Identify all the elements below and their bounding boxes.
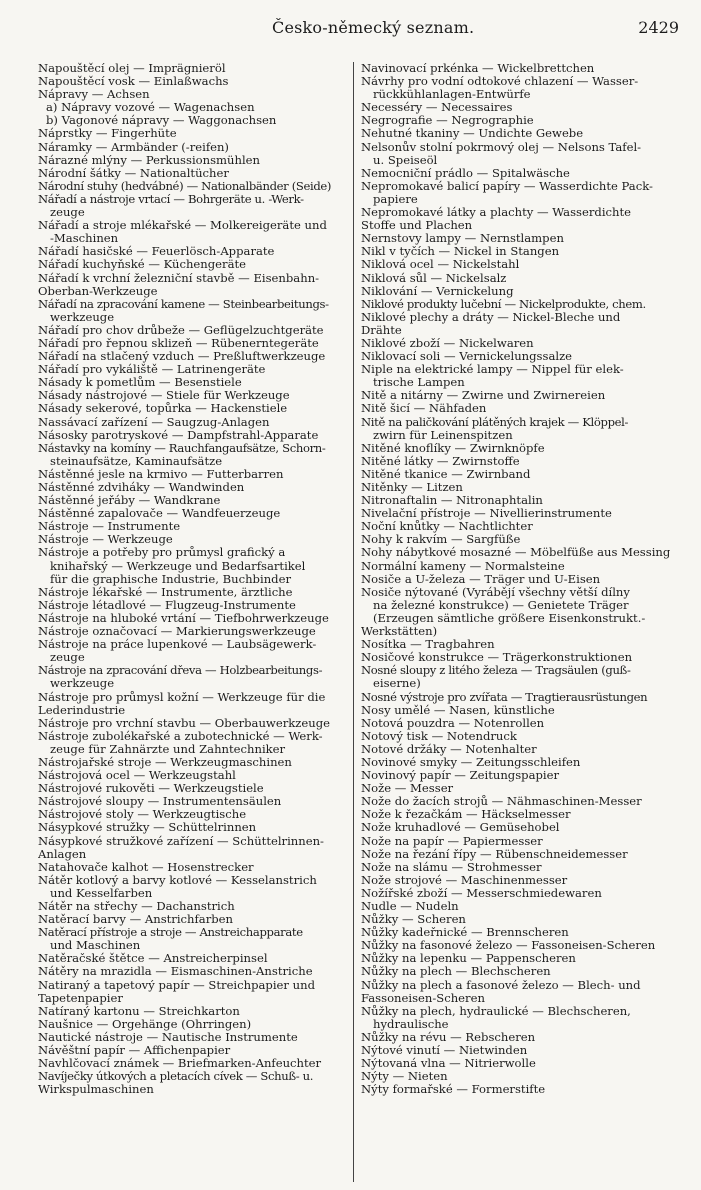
- index-line: Nitěné tkanice — Zwirnband: [361, 467, 531, 481]
- index-line: Nosné sloupy z litého železa — Tragsäulen (guß-: [361, 664, 631, 678]
- index-line: Nářadí na stlačený vzduch — Preßluftwerkzeuge: [38, 350, 326, 364]
- index-line: Nautické nástroje — Nautische Instrumente: [38, 1030, 298, 1044]
- page-title: Česko-německý seznam.: [272, 18, 475, 37]
- index-line: Nivelační přístroje — Nivellierinstrumente: [361, 507, 612, 521]
- index-line: Nůžky na fasonové železo — Fassoneisen-Scheren: [361, 939, 656, 953]
- index-line: hydraulische: [373, 1017, 449, 1031]
- index-line: Nástrojařské stroje — Werkzeugmaschinen: [38, 755, 292, 769]
- index-line: Nosítka — Tragbahren: [361, 638, 495, 652]
- index-line: Nárazné mlýny — Perkussionsmühlen: [38, 153, 261, 167]
- index-line: Návěštní papír — Affichenpapier: [38, 1044, 231, 1058]
- right-column: [361, 62, 671, 1096]
- index-line: Nástroje — Werkzeuge: [38, 533, 173, 547]
- index-line: Naušnice — Orgehänge (Ohrringen): [38, 1017, 252, 1031]
- index-line: Nože na papír — Papiermesser: [361, 834, 543, 848]
- index-line: Niklové zboží — Nickelwaren: [361, 336, 534, 350]
- index-line: Oberban-Werkzeuge: [38, 284, 158, 298]
- index-line: Napouštěcí vosk — Einlaßwachs: [38, 75, 229, 89]
- index-line: Nástroje pro průmysl kožní — Werkzeuge für die: [38, 690, 326, 704]
- index-line: Navhlčovací známek — Briefmarken-Anfeuchter: [38, 1057, 322, 1071]
- index-line: Werkstätten): [361, 625, 438, 639]
- index-line: Národní stuhy (hedvábné) — Nationalbänder (Seide): [38, 179, 332, 193]
- index-line: Wirkspulmaschinen: [38, 1083, 154, 1097]
- index-line: Nástroje a potřeby pro průmysl grafický a: [38, 546, 286, 560]
- page-number: 2429: [638, 18, 679, 37]
- index-line: Notový tisk — Notendruck: [361, 729, 517, 743]
- index-line: Nářadí na zpracování kamene — Steinbearbeitungs-: [38, 297, 329, 311]
- index-line: Nástroje na práce lupenkové — Laubsägewerk-: [38, 638, 317, 652]
- index-line: Nože na řezání řípy — Rübenschneidemesser: [361, 847, 628, 861]
- index-line: Nože k řezačkám — Häckselmesser: [361, 808, 571, 822]
- index-line: Nářadí a stroje mlékařské — Molkereigeräte und: [38, 219, 327, 233]
- index-line: Nelsonův stolní pokrmový olej — Nelsons Tafel-: [361, 140, 642, 154]
- index-line: Nitěnky — Litzen: [361, 481, 463, 494]
- index-line: Návrhy pro vodní odtokové chlazení — Wasser-: [361, 75, 639, 89]
- index-line: Fassoneisen-Scheren: [361, 991, 485, 1005]
- index-line: Niklová ocel — Nickelstahl: [361, 258, 520, 272]
- index-line: Nýtovaná vlna — Nitrierwolle: [361, 1057, 536, 1071]
- index-line: Navíječky útkových a pletacích cívek — Schuß- u.: [38, 1070, 314, 1084]
- index-line: -Maschinen: [50, 232, 119, 246]
- index-line: Nehutné tkaniny — Undichte Gewebe: [361, 127, 584, 141]
- index-line: Nástroje — Instrumente: [38, 520, 181, 534]
- index-line: Nožířské zboží — Messerschmiedewaren: [361, 886, 602, 900]
- index-line: Nože do žacích strojů — Nähmaschinen-Messer: [361, 795, 642, 809]
- index-line: Notové držáky — Notenhalter: [361, 742, 537, 756]
- index-line: Nosiče nýtované (Vyrábějí všechny větší dílny: [361, 585, 630, 599]
- index-line: Násady sekerové, topůrka — Hackenstiele: [38, 402, 288, 416]
- index-line: Nikl v tyčích — Nickel in Stangen: [361, 245, 560, 259]
- index-line: Nářadí k vrchní železniční stavbě — Eisenbahn-: [38, 271, 320, 285]
- index-line: Nepromokavé látky a plachty — Wasserdichte: [361, 206, 632, 220]
- index-line: Násypkové stružkové zařízení — Schüttelrinnen-: [38, 834, 324, 848]
- index-line: Nástroje na zpracování dřeva — Holzbearbeitungs-: [38, 664, 323, 678]
- index-line: Nosičové konstrukce — Trägerkonstruktionen: [361, 651, 633, 665]
- index-line: Nýty — Nieten: [361, 1070, 448, 1084]
- left-column: [38, 62, 346, 1096]
- index-line: Novinové smyky — Zeitungsschleifen: [361, 755, 581, 769]
- index-line: rückkühlanlagen-Entwürfe: [373, 88, 531, 102]
- index-line: papiere: [373, 192, 418, 206]
- index-line: Nože kruhadlové — Gemüsehobel: [361, 821, 560, 835]
- index-line: Nitě na paličkování plátěných krajek — Klöppel-: [361, 415, 629, 429]
- index-line: (Erzeugen sämtliche größere Eisenkonstrukt.-: [373, 611, 646, 625]
- index-line: zeuge: [50, 206, 85, 220]
- index-line: Nástrojová ocel — Werkzeugstahl: [38, 769, 236, 783]
- index-line: Násady nástrojové — Stiele für Werkzeuge: [38, 389, 290, 403]
- index-line: Nůžky na plech a fasonové železo — Blech- und: [361, 978, 641, 992]
- index-line: werkzeuge: [50, 677, 115, 691]
- index-line: Normální kameny — Normalsteine: [361, 559, 565, 573]
- index-line: Nitě šicí — Nähfaden: [361, 402, 487, 416]
- index-line: Nástěnné jesle na krmivo — Futterbarren: [38, 467, 284, 481]
- index-line: Niklovací soli — Vernickelungssalze: [361, 350, 573, 364]
- index-line: Nernstovy lampy — Nernstlampen: [361, 232, 564, 246]
- index-line: Niklové produkty lučební — Nickelprodukte, chem.: [361, 297, 646, 311]
- index-line: und Kesselfarben: [50, 886, 153, 900]
- index-line: Nářadí pro řepnou sklizeň — Rübenerntegeräte: [38, 336, 319, 350]
- index-line: Noční knůtky — Nachtlichter: [361, 520, 533, 534]
- index-line: Nástrojové stoly — Werkzeugtische: [38, 808, 247, 822]
- index-line: Násosky parotryskové — Dampfstrahl-Apparate: [38, 428, 319, 442]
- index-line: Natěračské štětce — Anstreicherpinsel: [38, 952, 268, 966]
- index-line: Niklová sůl — Nickelsalz: [361, 271, 507, 285]
- index-line: Nástroje lékařské — Instrumente, ärztliche: [38, 585, 293, 599]
- index-line: Nástroje pro vrchní stavbu — Oberbauwerkzeuge: [38, 716, 330, 730]
- index-line: Anlagen: [38, 847, 87, 861]
- index-line: Natěrací barvy — Anstrichfarben: [38, 913, 234, 927]
- index-line: Necesséry — Necessaires: [361, 101, 513, 115]
- index-line: Nůžky na plech, hydraulické — Blechscheren,: [361, 1004, 631, 1018]
- index-line: Nohy k rakvím — Sargfüße: [361, 533, 521, 547]
- index-line: Nářadí hasičské — Feuerlösch-Apparate: [38, 245, 275, 259]
- index-line: Nůžky na lepenku — Pappenscheren: [361, 952, 576, 966]
- index-line: Nitěné knoflíky — Zwirnknöpfe: [361, 441, 545, 455]
- index-line: Nepromokavé balicí papíry — Wasserdichte Pack-: [361, 179, 653, 193]
- index-line: Navinovací prkénka — Wickelbrettchen: [361, 62, 595, 75]
- index-line: Notová pouzdra — Notenrollen: [361, 716, 545, 730]
- index-line: eiserne): [373, 677, 421, 691]
- index-line: Drähte: [361, 323, 402, 337]
- index-line: b) Vagonové nápravy — Waggonachsen: [46, 114, 277, 128]
- index-line: Natahovače kalhot — Hosenstrecker: [38, 860, 254, 874]
- index-line: Nástrojové rukověti — Werkzeugstiele: [38, 782, 264, 796]
- index-line: Nosné výstroje pro zvířata — Tragtierausrüstungen: [361, 690, 648, 704]
- page-header: [0, 14, 701, 44]
- index-line: Nitěné látky — Zwirnstoffe: [361, 454, 520, 468]
- index-line: Nemocniční prádlo — Spitalwäsche: [361, 166, 570, 180]
- index-line: Nástrojové sloupy — Instrumentensäulen: [38, 795, 282, 809]
- index-line: zwirn für Leinenspitzen: [373, 428, 513, 442]
- index-line: trische Lampen: [373, 376, 465, 390]
- index-line: Nátěry na mrazidla — Eismaschinen-Anstriche: [38, 965, 313, 979]
- index-line: für die graphische Industrie, Buchbinder: [50, 572, 291, 586]
- index-line: Nástroje označovací — Markierungswerkzeuge: [38, 625, 316, 639]
- index-line: a) Nápravy vozové — Wagenachsen: [46, 101, 255, 115]
- index-line: Nástroje létadlové — Flugzeug-Instrumente: [38, 598, 296, 612]
- index-line: Stoffe und Plachen: [361, 219, 473, 233]
- index-line: Natiraný a tapetový papír — Streichpapier und: [38, 978, 316, 992]
- index-line: Nosy umělé — Nasen, künstliche: [361, 703, 555, 717]
- index-line: Národní šátky — Nationaltücher: [38, 166, 229, 180]
- index-line: Nástroje na hluboké vrtání — Tiefbohrwerkzeuge: [38, 611, 329, 625]
- index-line: Nátěr kotlový a barvy kotlové — Kesselanstrich: [38, 873, 317, 887]
- index-line: Nástroje zubolékařské a zubotechnické — Werk-: [38, 729, 323, 743]
- index-line: Nitě a nitárny — Zwirne und Zwirnereien: [361, 389, 606, 403]
- index-line: Nástavky na komíny — Rauchfangaufsätze, Schorn-: [38, 441, 326, 455]
- index-line: Nůžky kadeřnické — Brennscheren: [361, 926, 569, 940]
- index-line: Nářadí pro vykáliště — Latrinengeräte: [38, 363, 266, 377]
- index-line: steinaufsätze, Kaminaufsätze: [50, 454, 223, 468]
- index-line: Nosiče a U-železa — Träger und U-Eisen: [361, 572, 601, 586]
- index-line: Nitronaftalin — Nitronaphtalin: [361, 494, 543, 508]
- index-line: Niklování — Vernickelung: [361, 284, 514, 298]
- index-line: Nohy nábytkové mosazné — Möbelfüße aus Messing: [361, 546, 671, 560]
- index-line: Nůžky — Scheren: [361, 913, 466, 927]
- index-line: Nože — Messer: [361, 782, 454, 796]
- index-line: Nudle — Nudeln: [361, 900, 459, 913]
- index-line: Nářadí a nástroje vrtací — Bohrgeräte u. -Werk-: [38, 192, 304, 206]
- index-line: Nýtové vinutí — Nietwinden: [361, 1044, 528, 1058]
- index-line: Niklové plechy a dráty — Nickel-Bleche und: [361, 310, 621, 324]
- index-line: Náprstky — Fingerhüte: [38, 127, 177, 141]
- index-line: Nassávací zařízení — Saugzug-Anlagen: [38, 415, 270, 429]
- index-line: Násypkové stružky — Schüttelrinnen: [38, 821, 257, 835]
- index-line: Nářadí kuchyňské — Küchengeräte: [38, 258, 247, 272]
- index-line: Natíraný kartonu — Streichkarton: [38, 1004, 240, 1018]
- index-line: Negrografie — Negrographie: [361, 114, 534, 128]
- index-line: Násady k pometlům — Besenstiele: [38, 376, 242, 390]
- index-line: Nástěnné jeřáby — Wandkrane: [38, 494, 221, 508]
- index-line: Nářadí pro chov drůbeže — Geflügelzuchtgeräte: [38, 323, 324, 337]
- index-line: Natěrací přístroje a stroje — Anstreichapparate: [38, 926, 303, 940]
- index-line: Novinový papír — Zeitungspapier: [361, 769, 560, 783]
- index-line: Napouštěcí olej — Imprägnieröl: [38, 62, 226, 75]
- index-line: Nástěnné zdviháky — Wandwinden: [38, 481, 245, 494]
- index-line: Tapetenpapier: [38, 991, 123, 1005]
- index-line: Nůžky na plech — Blechscheren: [361, 965, 551, 979]
- index-line: Nápravy — Achsen: [38, 88, 150, 102]
- index-line: und Maschinen: [50, 939, 141, 953]
- index-line: Nože strojové — Maschinenmesser: [361, 873, 568, 887]
- index-line: werkzeuge: [50, 310, 115, 324]
- index-line: Náramky — Armbänder (-reifen): [38, 140, 229, 154]
- index-line: Nátěr na střechy — Dachanstrich: [38, 900, 235, 913]
- index-line: Nástěnné zapalovače — Wandfeuerzeuge: [38, 507, 281, 521]
- index-line: knihařský — Werkzeuge und Bedarfsartikel: [50, 559, 306, 573]
- index-line: Nože na slámu — Strohmesser: [361, 860, 542, 874]
- index-line: na železné konstrukce) — Genietete Träger: [373, 598, 629, 612]
- index-line: Lederindustrie: [38, 703, 126, 717]
- column-divider: [353, 62, 354, 1182]
- index-line: zeuge: [50, 651, 85, 665]
- index-line: Niple na elektrické lampy — Nippel für elek-: [361, 363, 624, 377]
- index-line: zeuge für Zahnärzte und Zahntechniker: [50, 742, 286, 756]
- index-line: Nýty formařské — Formerstifte: [361, 1083, 546, 1097]
- index-line: Nůžky na révu — Rebscheren: [361, 1030, 536, 1044]
- index-line: u. Speiseöl: [373, 153, 438, 167]
